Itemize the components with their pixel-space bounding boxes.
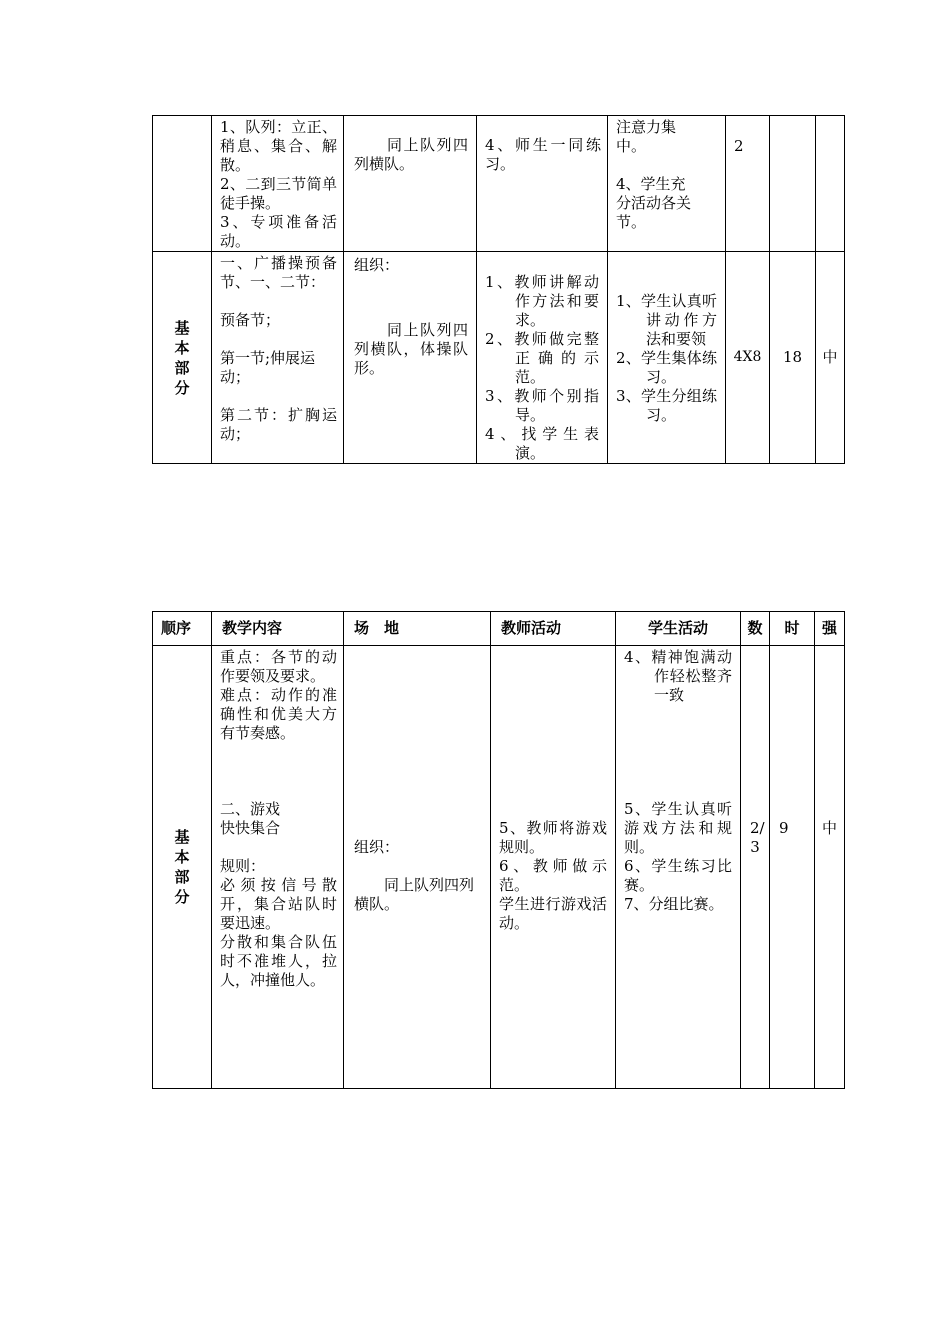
student-activity-item: 3、学生分组练习。 [616, 387, 717, 424]
venue-label: 组织： [354, 838, 400, 856]
content-cell [212, 252, 344, 464]
content-line: 一、广播操预备节、一、二节： [220, 254, 337, 291]
content-line: 第一节;伸展运动； [220, 349, 316, 386]
teacher-activity-item: 1、教师讲解动作方法和要求。 [485, 273, 599, 329]
intensity-value: 中 [822, 348, 838, 366]
teacher-activity-item: 4、找学生表演。 [485, 425, 599, 462]
venue-cell [344, 252, 477, 464]
content-rules: 规则： 必须按信号散开，集合站队时要迅速。 分散和集合队伍时不准堆人，拉人，冲撞他人。 [220, 857, 337, 989]
header-teacher-activity: 教师活动 [491, 612, 616, 646]
section-label-char: 本 [174, 848, 190, 866]
teacher-activity-cell [491, 646, 616, 1089]
content-cell [212, 646, 344, 1089]
student-activity-top: 4、精神饱满动作轻松整齐一致 [624, 648, 732, 704]
content-key-points: 重点：各节的动作要领及要求。 难点：动作的准确性和优美大方有节奏感。 [220, 648, 337, 742]
count-cell [741, 646, 770, 1089]
time-cell [770, 116, 816, 252]
section-label-char: 基 [174, 318, 190, 337]
section-label-char: 分 [174, 378, 190, 397]
lesson-table-continued [152, 115, 845, 464]
header-time: 时 [770, 612, 815, 646]
section-label-cell [153, 646, 212, 1089]
student-activity-bottom: 5、学生认真听游戏方法和规则。 6、学生练习比赛。 7、分组比赛。 [624, 800, 732, 913]
time-cell [770, 646, 815, 1089]
venue-cell [344, 646, 491, 1089]
section-label-cell [153, 252, 212, 464]
time-cell [770, 252, 816, 464]
teacher-activity-item: 2、教师做完整正确的示范。 [485, 330, 599, 386]
intensity-cell [815, 646, 845, 1089]
teacher-activity-text: 5、教师将游戏规则。 6、教师做示范。 学生进行游戏活动。 [499, 819, 607, 932]
venue-text: 同上队列四列横队，体操队形。 [354, 321, 468, 377]
count-value: 2/3 [750, 819, 765, 856]
content-line: 预备节； [220, 311, 281, 329]
header-content: 教学内容 [212, 612, 344, 646]
student-activity-item: 2、学生集体练习。 [616, 349, 717, 386]
lesson-table [152, 611, 845, 1089]
student-activity-list [616, 292, 717, 425]
section-label-char: 本 [174, 338, 190, 357]
section-label-char: 分 [174, 888, 190, 906]
teacher-activity-cell [477, 116, 608, 252]
content-game: 二、游戏 快快集合 [220, 800, 281, 837]
teacher-activity-cell [477, 252, 608, 464]
intensity-value: 中 [821, 819, 837, 837]
content-line: 第二节：扩胸运动； [220, 406, 337, 443]
student-activity-item: 1、学生认真听讲动作方法和要领 [616, 292, 717, 348]
content-text: 1、队列：立正、稍息、集合、解散。 2、二到三节简单徒手操。 3、专项准备活动。 [220, 118, 337, 250]
venue-label: 组织： [354, 256, 400, 274]
section-label-char: 部 [174, 358, 190, 377]
student-activity-cell [608, 116, 726, 252]
count-value: 2 [734, 137, 744, 155]
count-cell [726, 116, 770, 252]
header-student-activity: 学生活动 [616, 612, 741, 646]
header-venue: 场 地 [344, 612, 491, 646]
table-header-row [153, 612, 845, 646]
header-count: 数 [741, 612, 770, 646]
time-value: 18 [782, 348, 803, 366]
venue-cell [344, 116, 477, 252]
section-cell-empty [153, 116, 212, 252]
header-order: 顺序 [153, 612, 212, 646]
venue-text: 同上队列四列横队。 [354, 876, 475, 913]
header-intensity: 强 [815, 612, 845, 646]
student-activity-cell [608, 252, 726, 464]
student-activity-cell [616, 646, 741, 1089]
content-cell [212, 116, 344, 252]
venue-text: 同上队列四列横队。 [354, 136, 468, 173]
table-row [153, 116, 845, 252]
intensity-cell [816, 252, 845, 464]
student-activity-line: 注意力集中。 [616, 118, 677, 155]
table-row [153, 252, 845, 464]
teacher-activity-item: 3、教师个别指导。 [485, 387, 599, 424]
intensity-cell [816, 116, 845, 252]
section-label-char: 基 [174, 828, 190, 846]
count-value: 4X8 [733, 349, 762, 365]
table-row [153, 646, 845, 1089]
teacher-activity-text: 4、师生一同练习。 [485, 136, 601, 173]
teacher-activity-list [485, 273, 599, 463]
time-value: 9 [779, 819, 789, 837]
section-label-char: 部 [174, 868, 190, 886]
count-cell [726, 252, 770, 464]
student-activity-line: 4、学生充分活动各关节。 [616, 175, 692, 231]
